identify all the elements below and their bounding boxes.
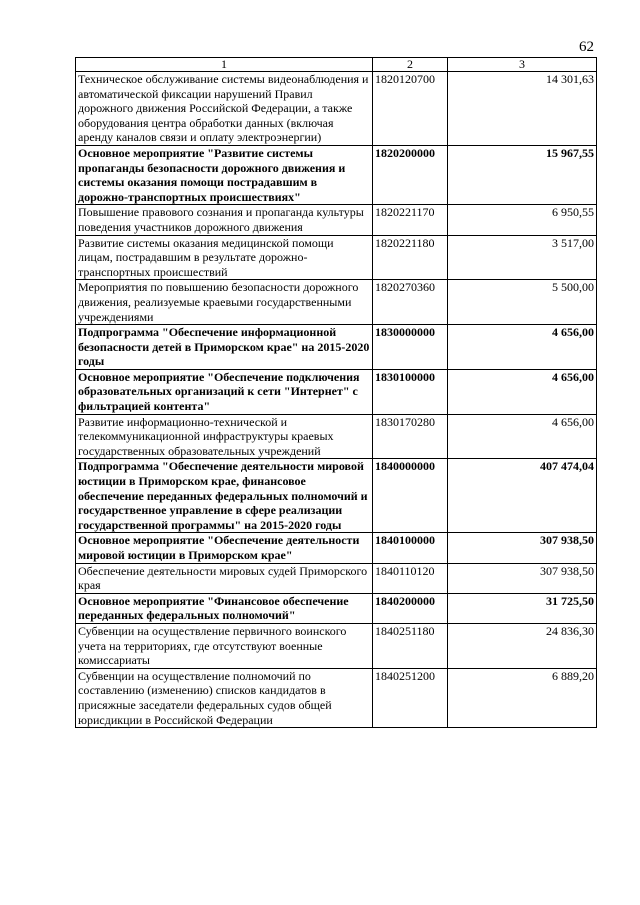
- row-amount: 24 836,30: [448, 623, 597, 668]
- table-row: [76, 623, 597, 668]
- row-amount: 6 889,20: [448, 668, 597, 727]
- row-amount: 6 950,55: [448, 205, 597, 235]
- row-code: 1820270360: [373, 280, 448, 325]
- row-name: Подпрограмма "Обеспечение информационной безопасности детей в Приморском крае" на 2015-2020 годы: [76, 325, 373, 370]
- table-row: [76, 668, 597, 727]
- row-amount: 407 474,04: [448, 459, 597, 533]
- row-code: 1820120700: [373, 72, 448, 146]
- row-amount: 307 938,50: [448, 563, 597, 593]
- table-row: [76, 205, 597, 235]
- row-code: 1840100000: [373, 533, 448, 563]
- row-amount: 14 301,63: [448, 72, 597, 146]
- row-name: Мероприятия по повышению безопасности дорожного движения, реализуемые краевыми государственными учреждениями: [76, 280, 373, 325]
- table-row: [76, 459, 597, 533]
- row-amount: 5 500,00: [448, 280, 597, 325]
- row-code: 1840251200: [373, 668, 448, 727]
- table-row: [76, 414, 597, 459]
- table-row: [76, 235, 597, 280]
- table-row: [76, 72, 597, 146]
- column-header-code: 2: [373, 58, 448, 72]
- row-amount: 3 517,00: [448, 235, 597, 280]
- row-code: 1820200000: [373, 145, 448, 204]
- table-row: [76, 563, 597, 593]
- table-row: [76, 145, 597, 204]
- page-number: 62: [579, 39, 594, 55]
- row-name: Основное мероприятие "Обеспечение деятельности мировой юстиции в Приморском крае": [76, 533, 373, 563]
- table-row: [76, 593, 597, 623]
- row-name: Основное мероприятие "Обеспечение подключения образовательных организаций к сети "Интернет" с фильтрацией контента": [76, 369, 373, 414]
- table-row: [76, 280, 597, 325]
- row-code: 1830100000: [373, 369, 448, 414]
- budget-table: [75, 57, 597, 728]
- table-header-row: [76, 58, 597, 72]
- row-amount: 15 967,55: [448, 145, 597, 204]
- table-body: [76, 58, 597, 728]
- row-code: 1820221180: [373, 235, 448, 280]
- row-code: 1840251180: [373, 623, 448, 668]
- row-code: 1820221170: [373, 205, 448, 235]
- row-name: Субвенции на осуществление полномочий по составлению (изменению) списков кандидатов в присяжные заседатели федеральных судов общей юрисдикции в Российской Федерации: [76, 668, 373, 727]
- row-name: Субвенции на осуществление первичного воинского учета на территориях, где отсутствуют военные комиссариаты: [76, 623, 373, 668]
- table-row: [76, 533, 597, 563]
- row-code: 1830170280: [373, 414, 448, 459]
- row-name: Обеспечение деятельности мировых судей Приморского края: [76, 563, 373, 593]
- row-name: Техническое обслуживание системы видеонаблюдения и автоматической фиксации нарушений Правил дорожного движения Российской Федерации, а также оборудования центра обработки данных (включая аренду каналов связи и оплату электроэнергии): [76, 72, 373, 146]
- row-amount: 4 656,00: [448, 414, 597, 459]
- row-code: 1830000000: [373, 325, 448, 370]
- row-code: 1840200000: [373, 593, 448, 623]
- table-row: [76, 325, 597, 370]
- table-row: [76, 369, 597, 414]
- row-amount: 4 656,00: [448, 325, 597, 370]
- row-amount: 307 938,50: [448, 533, 597, 563]
- column-header-name: 1: [76, 58, 373, 72]
- row-amount: 4 656,00: [448, 369, 597, 414]
- row-name: Повышение правового сознания и пропаганда культуры поведения участников дорожного движения: [76, 205, 373, 235]
- column-header-amount: 3: [448, 58, 597, 72]
- row-name: Подпрограмма "Обеспечение деятельности мировой юстиции в Приморском крае, финансовое обеспечение переданных федеральных полномочий и государственное управление в сфере реализации государственной программы" на 2015-2020 годы: [76, 459, 373, 533]
- row-code: 1840110120: [373, 563, 448, 593]
- row-code: 1840000000: [373, 459, 448, 533]
- row-name: Основное мероприятие "Финансовое обеспечение переданных федеральных полномочий": [76, 593, 373, 623]
- row-amount: 31 725,50: [448, 593, 597, 623]
- row-name: Развитие системы оказания медицинской помощи лицам, пострадавшим в результате дорожно-транспортных происшествий: [76, 235, 373, 280]
- row-name: Развитие информационно-технической и телекоммуникационной инфраструктуры краевых государственных образовательных учреждений: [76, 414, 373, 459]
- row-name: Основное мероприятие "Развитие системы пропаганды безопасности дорожного движения и системы оказания помощи пострадавшим в дорожно-транспортных происшествиях": [76, 145, 373, 204]
